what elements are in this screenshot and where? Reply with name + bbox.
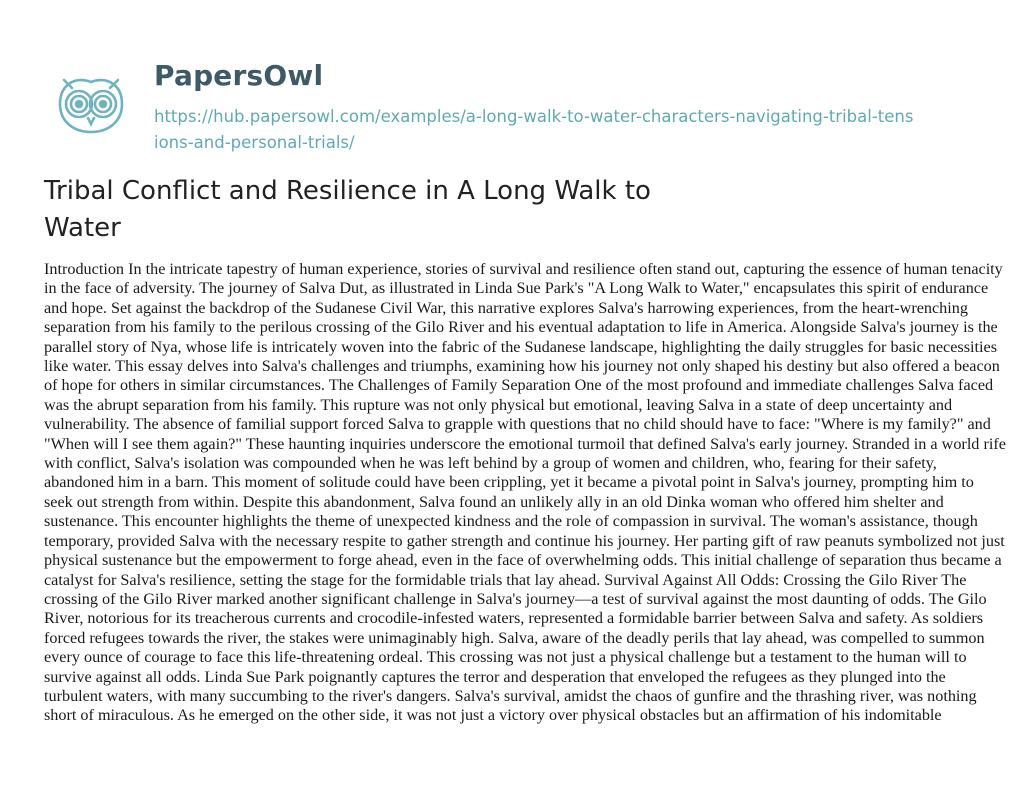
papersowl-logo[interactable] bbox=[48, 60, 134, 146]
source-url-link[interactable]: https://hub.papersowl.com/examples/a-long-walk-to-water-characters-navigating-tribal-tensions-and-personal-trials/ bbox=[154, 107, 914, 152]
owl-face-icon bbox=[48, 60, 134, 146]
document-body: Introduction In the intricate tapestry of human experience, stories of survival and resilience often stand out, capturing the essence of human tenacity in the face of adversity. The journey of Salva Dut, as illustrated in Linda Sue Park's "A Long Walk to Water," encapsulates this spirit of endurance and hope. Set against the backdrop of the Sudanese Civil War, this narrative explores Salva's harrowing experiences, from the heart-wrenching separation from his family to the perilous crossing of the Gilo River and his eventual adaptation to life in America. Alongside Salva's journey is the parallel story of Nya, whose life is intricately woven into the fabric of the Sudanese landscape, highlighting the daily struggles for basic necessities like water. This essay delves into Salva's challenges and triumphs, examining how his journey not only shaped his destiny but also offered a beacon of hope for others in similar circumstances. The Challenges of Family Separation One of the most profound and immediate challenges Salva faced was the abrupt separation from his family. This rupture was not only physical but emotional, leaving Salva in a state of deep uncertainty and vulnerability. The absence of familial support forced Salva to grapple with questions that no child should have to face: "Where is my family?" and "When will I see them again?" These haunting inquiries underscore the emotional turmoil that defined Salva's early journey. Stranded in a world rife with conflict, Salva's isolation was compounded when he was left behind by a group of women and children, who, fearing for their safety, abandoned him in a barn. This moment of solitude could have been crippling, yet it became a pivotal point in Salva's journey, prompting him to seek out strength from within. Despite this abandonment, Salva found an unlikely ally in an old Dinka woman who offered him shelter and sustenance. This encounter highlights the theme of unexpected kindness and the role of compassion in survival. The woman's assistance, though temporary, provided Salva with the necessary respite to gather strength and continue his journey. Her parting gift of raw peanuts symbolized not just physical sustenance but the empowerment to forge ahead, even in the face of overwhelming odds. This initial challenge of separation thus became a catalyst for Salva's resilience, setting the stage for the formidable trials that lay ahead. Survival Against All Odds: Crossing the Gilo River The crossing of the Gilo River marked another significant challenge in Salva's journey—a test of survival against the most daunting of odds. The Gilo River, notorious for its treacherous currents and crocodile-infested waters, represented a formidable barrier between Salva and safety. As soldiers forced refugees towards the river, the stakes were unimaginably high. Salva, aware of the deadly perils that lay ahead, was compelled to summon every ounce of courage to face this life-threatening ordeal. This crossing was not just a physical challenge but a testament to the human will to survive against all odds. Linda Sue Park poignantly captures the terror and desperation that enveloped the refugees as they plunged into the turbulent waters, with many succumbing to the river's dangers. Salva's survival, amidst the chaos of gunfire and the thrashing river, was nothing short of miraculous. As he emerged on the other side, it was not just a victory over physical obstacles but an affirmation of his indomitable bbox=[44, 260, 1006, 725]
document-title: Tribal Conflict and Resilience in A Long Walk to Water bbox=[44, 176, 651, 243]
brand-name[interactable]: PapersOwl bbox=[154, 59, 324, 92]
